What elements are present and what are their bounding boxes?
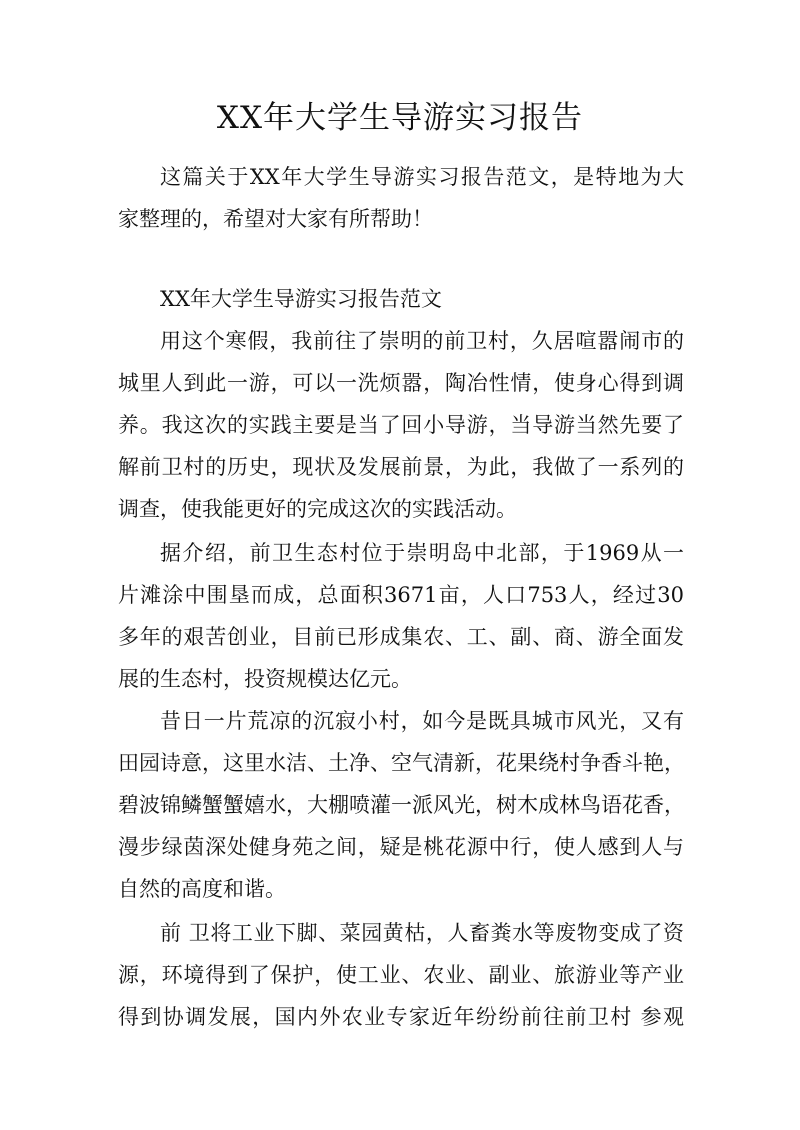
paragraph-1-line-5: 调查，使我能更好的完成这次的实践活动。 [118,497,517,521]
paragraph-1-line-1: 用这个寒假，我前往了崇明的前卫村，久居喧嚣闹市的 [160,329,684,353]
paragraph-4-line-3: 得到协调发展，国内外农业专家近年纷纷前往前卫村 参观 [118,1005,684,1029]
paragraph-1-line-4: 解前卫村的历史，现状及发展前景，为此，我做了一系列的 [118,455,684,479]
paragraph-3-line-4: 漫步绿茵深处健身苑之间，疑是桃花源中行，使人感到人与 [118,835,684,859]
paragraph-1-line-2: 城里人到此一游，可以一洗烦嚣，陶冶性情，使身心得到调 [118,371,684,395]
paragraph-1-line-3: 养。我这次的实践主要是当了回小导游，当导游当然先要了 [118,413,684,437]
paragraph-4-line-1: 前 卫将工业下脚、菜园黄枯，人畜粪水等废物变成了资 [160,921,684,945]
paragraph-3-line-5: 自然的高度和谐。 [118,877,286,901]
paragraph-3-line-2: 田园诗意，这里水洁、土净、空气清新，花果绕村争香斗艳， [118,751,685,775]
intro-line-1: 这篇关于XX年大学生导游实习报告范文，是特地为大 [160,165,684,189]
paragraph-2-line-2: 片滩涂中围垦而成，总面积3671亩，人口753人，经过30 [118,583,684,607]
paragraph-3-line-3: 碧波锦鳞蟹蟹嬉水，大棚喷灌一派风光，树木成林鸟语花香， [118,793,685,817]
paragraph-2-line-4: 展的生态村，投资规模达亿元。 [118,667,412,691]
paragraph-2-line-1: 据介绍，前卫生态村位于崇明岛中北部，于1969从一 [160,541,684,565]
document-title: XX年大学生导游实习报告 [216,100,584,136]
paragraph-3-line-1: 昔日一片荒凉的沉寂小村，如今是既具城市风光，又有 [160,709,684,733]
intro-line-2: 家整理的，希望对大家有所帮助！ [118,207,433,231]
section-subheading: XX年大学生导游实习报告范文 [160,287,442,311]
paragraph-4-line-2: 源，环境得到了保护，使工业、农业、副业、旅游业等产业 [118,963,684,987]
paragraph-2-line-3: 多年的艰苦创业，目前已形成集农、工、副、商、游全面发 [118,625,684,649]
